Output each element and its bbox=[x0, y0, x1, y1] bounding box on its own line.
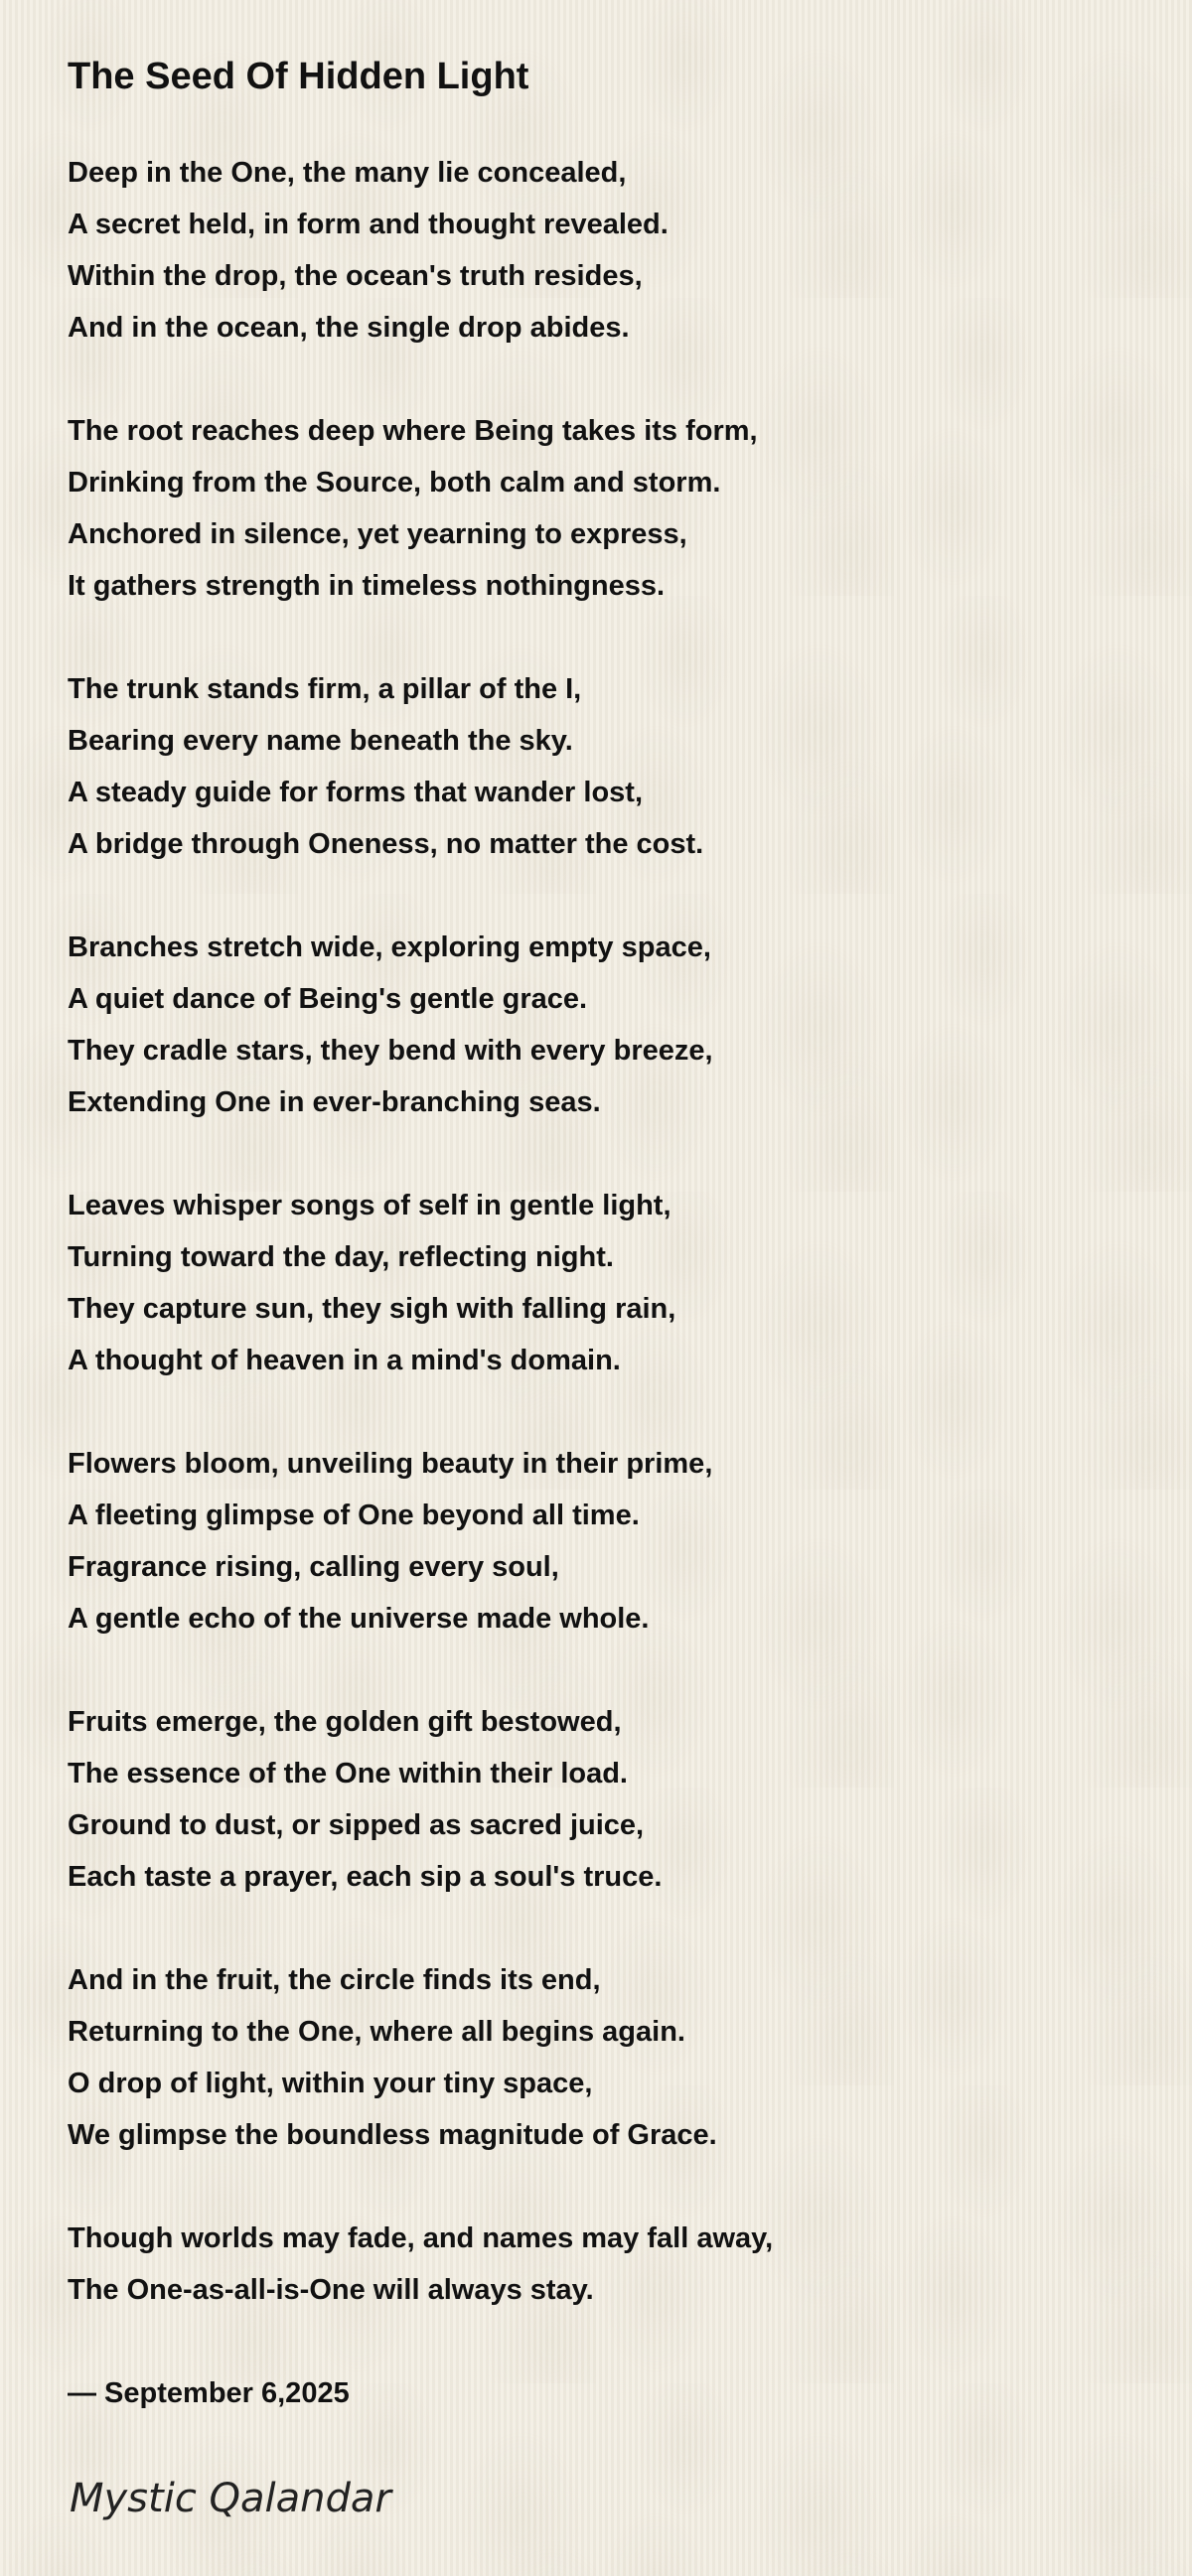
poem-line: Ground to dust, or sipped as sacred juice, bbox=[68, 1809, 645, 1841]
poem-stanza bbox=[68, 2213, 1124, 2316]
poem-line: A steady guide for forms that wander lost, bbox=[68, 777, 644, 808]
poem-line: A quiet dance of Being's gentle grace. bbox=[68, 983, 588, 1015]
poem-stanza bbox=[68, 922, 1124, 1128]
poem-line: Drinking from the Source, both calm and storm. bbox=[68, 467, 721, 499]
poem-line: Within the drop, the ocean's truth resides, bbox=[68, 260, 643, 292]
poem-line: The root reaches deep where Being takes its form, bbox=[68, 415, 758, 447]
poem-stanza bbox=[68, 147, 1124, 354]
poem-line: A bridge through Oneness, no matter the cost. bbox=[68, 828, 704, 860]
poem-line: Returning to the One, where all begins again. bbox=[68, 2016, 685, 2048]
poem-line: And in the fruit, the circle finds its end, bbox=[68, 1964, 601, 1996]
poem-stanza bbox=[68, 1438, 1124, 1645]
poem-line: Extending One in ever-branching seas. bbox=[68, 1086, 601, 1118]
poem-stanza bbox=[68, 1696, 1124, 1903]
poem-line: The trunk stands firm, a pillar of the I, bbox=[68, 673, 582, 705]
poem-line: Turning toward the day, reflecting night. bbox=[68, 1241, 614, 1273]
poem-line: A secret held, in form and thought revealed. bbox=[68, 209, 669, 240]
poem-line: Bearing every name beneath the sky. bbox=[68, 725, 573, 757]
poem-body bbox=[68, 147, 1124, 2316]
poem-title: The Seed Of Hidden Light bbox=[68, 56, 529, 97]
poem-line: A fleeting glimpse of One beyond all time. bbox=[68, 1500, 640, 1531]
poem-line: They capture sun, they sigh with falling rain, bbox=[68, 1293, 676, 1325]
poem-line: Each taste a prayer, each sip a soul's truce. bbox=[68, 1861, 663, 1893]
poem-line: They cradle stars, they bend with every breeze, bbox=[68, 1035, 713, 1067]
poem-stanza bbox=[68, 405, 1124, 612]
poem-line: Though worlds may fade, and names may fall away, bbox=[68, 2222, 774, 2254]
poem-line: Deep in the One, the many lie concealed, bbox=[68, 157, 627, 189]
poem-line: We glimpse the boundless magnitude of Grace. bbox=[68, 2119, 717, 2151]
poem-stanza bbox=[68, 1954, 1124, 2161]
poem-line: Leaves whisper songs of self in gentle light, bbox=[68, 1190, 671, 1221]
poem-line: A gentle echo of the universe made whole. bbox=[68, 1603, 650, 1635]
poem-line: Fruits emerge, the golden gift bestowed, bbox=[68, 1706, 622, 1738]
poem-author: Mystic Qalandar bbox=[70, 2476, 391, 2521]
poem-line: Anchored in silence, yet yearning to express, bbox=[68, 518, 687, 550]
poem-line: And in the ocean, the single drop abides. bbox=[68, 312, 630, 344]
poem-stanza bbox=[68, 1180, 1124, 1386]
poem-line: It gathers strength in timeless nothingness. bbox=[68, 570, 666, 602]
poem-line: O drop of light, within your tiny space, bbox=[68, 2068, 593, 2099]
poem-line: A thought of heaven in a mind's domain. bbox=[68, 1345, 621, 1376]
poem-line: The One-as-all-is-One will always stay. bbox=[68, 2274, 594, 2306]
poem-line: Flowers bloom, unveiling beauty in their prime, bbox=[68, 1448, 713, 1480]
poem-line: Branches stretch wide, exploring empty space, bbox=[68, 931, 711, 963]
poem-date: — September 6,2025 bbox=[68, 2377, 350, 2409]
poem-stanza bbox=[68, 663, 1124, 870]
poem-line: The essence of the One within their load. bbox=[68, 1758, 628, 1789]
poem-line: Fragrance rising, calling every soul, bbox=[68, 1551, 559, 1583]
